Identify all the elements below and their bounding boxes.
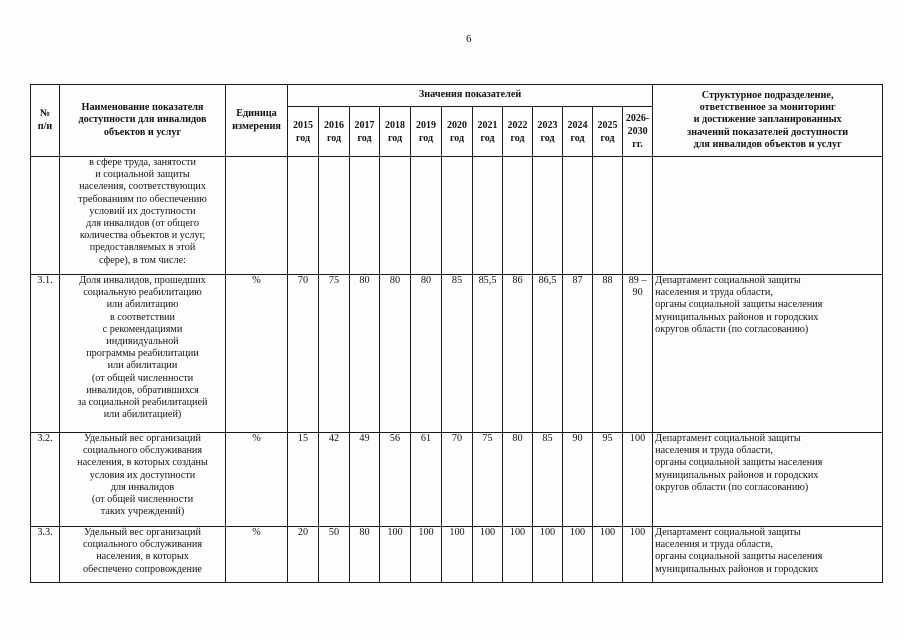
- value-cell: 85,5: [473, 275, 503, 433]
- value-cell: 90: [563, 433, 593, 527]
- header-values-group: Значения показателей: [288, 85, 653, 107]
- header-year: 2026- 2030 гг.: [623, 107, 653, 157]
- value-cell: 42: [319, 433, 350, 527]
- value-cell: [623, 157, 653, 275]
- header-year: 2016 год: [319, 107, 350, 157]
- value-cell: 80: [380, 275, 411, 433]
- value-cell: 100: [503, 527, 533, 583]
- header-indicator-name: Наименование показателя доступности для инвалидов объектов и услуг: [60, 85, 226, 157]
- value-cell: [593, 157, 623, 275]
- value-cell: 100: [563, 527, 593, 583]
- indicator-name: Удельный вес организаций социального обслуживания населения, в которых обеспечено сопровождение: [60, 527, 226, 583]
- value-cell: 100: [623, 433, 653, 527]
- header-year: 2015 год: [288, 107, 319, 157]
- value-cell: 50: [319, 527, 350, 583]
- unit-cell: %: [226, 433, 288, 527]
- header-year: 2017 год: [350, 107, 380, 157]
- value-cell: 100: [473, 527, 503, 583]
- value-cell: 95: [593, 433, 623, 527]
- row-number: 3.2.: [31, 433, 60, 527]
- value-cell: 87: [563, 275, 593, 433]
- value-cell: 100: [380, 527, 411, 583]
- value-cell: 56: [380, 433, 411, 527]
- value-cell: 75: [473, 433, 503, 527]
- table-row: [31, 275, 883, 433]
- unit-cell: %: [226, 275, 288, 433]
- table-row: [31, 433, 883, 527]
- indicator-name: Доля инвалидов, прошедших социальную реабилитацию или абилитацию в соответствии с рекомендациями индивидуальной программы реабилитации или абилитации (от общей численности инвалидов, обратившихся за социальной реабилитацией или абилитацией): [60, 275, 226, 433]
- value-cell: 61: [411, 433, 442, 527]
- value-cell: [380, 157, 411, 275]
- value-cell: 80: [350, 275, 380, 433]
- table-row: [31, 157, 883, 275]
- value-cell: 88: [593, 275, 623, 433]
- header-year: 2021 год: [473, 107, 503, 157]
- value-cell: 100: [623, 527, 653, 583]
- value-cell: 100: [442, 527, 473, 583]
- header-number: № п/и: [31, 85, 60, 157]
- value-cell: [288, 157, 319, 275]
- header-responsible: Структурное подразделение, ответственное за мониторинг и достижение запланированных значений показателей доступности для инвалидов объектов и услуг: [653, 85, 883, 157]
- table-row: [31, 527, 883, 583]
- value-cell: 100: [593, 527, 623, 583]
- value-cell: 100: [411, 527, 442, 583]
- header-year: 2018 год: [380, 107, 411, 157]
- row-number: 3.3.: [31, 527, 60, 583]
- value-cell: 80: [411, 275, 442, 433]
- value-cell: 86,5: [533, 275, 563, 433]
- value-cell: 85: [533, 433, 563, 527]
- header-year: 2020 год: [442, 107, 473, 157]
- header-year: 2019 год: [411, 107, 442, 157]
- value-cell: 75: [319, 275, 350, 433]
- row-number: 3.1.: [31, 275, 60, 433]
- value-cell: 80: [350, 527, 380, 583]
- value-cell: 100: [533, 527, 563, 583]
- value-cell: [563, 157, 593, 275]
- row-number: [31, 157, 60, 275]
- value-cell: 15: [288, 433, 319, 527]
- unit-cell: [226, 157, 288, 275]
- value-cell: 20: [288, 527, 319, 583]
- value-cell: [442, 157, 473, 275]
- responsible-department: [653, 157, 883, 275]
- value-cell: 49: [350, 433, 380, 527]
- header-year: 2024 год: [563, 107, 593, 157]
- value-cell: 70: [442, 433, 473, 527]
- value-cell: 70: [288, 275, 319, 433]
- responsible-department: Департамент социальной защиты населения и труда области, органы социальной защиты населения муниципальных районов и городских округов области (по согласованию): [653, 275, 883, 433]
- value-cell: 89 – 90: [623, 275, 653, 433]
- value-cell: [503, 157, 533, 275]
- header-unit: Единица измерения: [226, 85, 288, 157]
- value-cell: 86: [503, 275, 533, 433]
- header-year: 2023 год: [533, 107, 563, 157]
- value-cell: 85: [442, 275, 473, 433]
- value-cell: [533, 157, 563, 275]
- value-cell: [411, 157, 442, 275]
- header-year: 2022 год: [503, 107, 533, 157]
- value-cell: [350, 157, 380, 275]
- unit-cell: %: [226, 527, 288, 583]
- page-number: 6: [466, 33, 472, 45]
- value-cell: [319, 157, 350, 275]
- responsible-department: Департамент социальной защиты населения и труда области, органы социальной защиты населения муниципальных районов и городских: [653, 527, 883, 583]
- value-cell: [473, 157, 503, 275]
- indicator-name: Удельный вес организаций социального обслуживания населения, в которых созданы условия их доступности для инвалидов (от общей численности таких учреждений): [60, 433, 226, 527]
- indicators-table: [30, 84, 883, 583]
- responsible-department: Департамент социальной защиты населения и труда области, органы социальной защиты населения муниципальных районов и городских округов области (по согласованию): [653, 433, 883, 527]
- value-cell: 80: [503, 433, 533, 527]
- header-year: 2025 год: [593, 107, 623, 157]
- indicator-name: в сфере труда, занятости и социальной защиты населения, соответствующих требованиям по обеспечению условий их доступности для инвалидов (от общего количества объектов и услуг, предоставляемых в этой сфере), в том числе:: [60, 157, 226, 275]
